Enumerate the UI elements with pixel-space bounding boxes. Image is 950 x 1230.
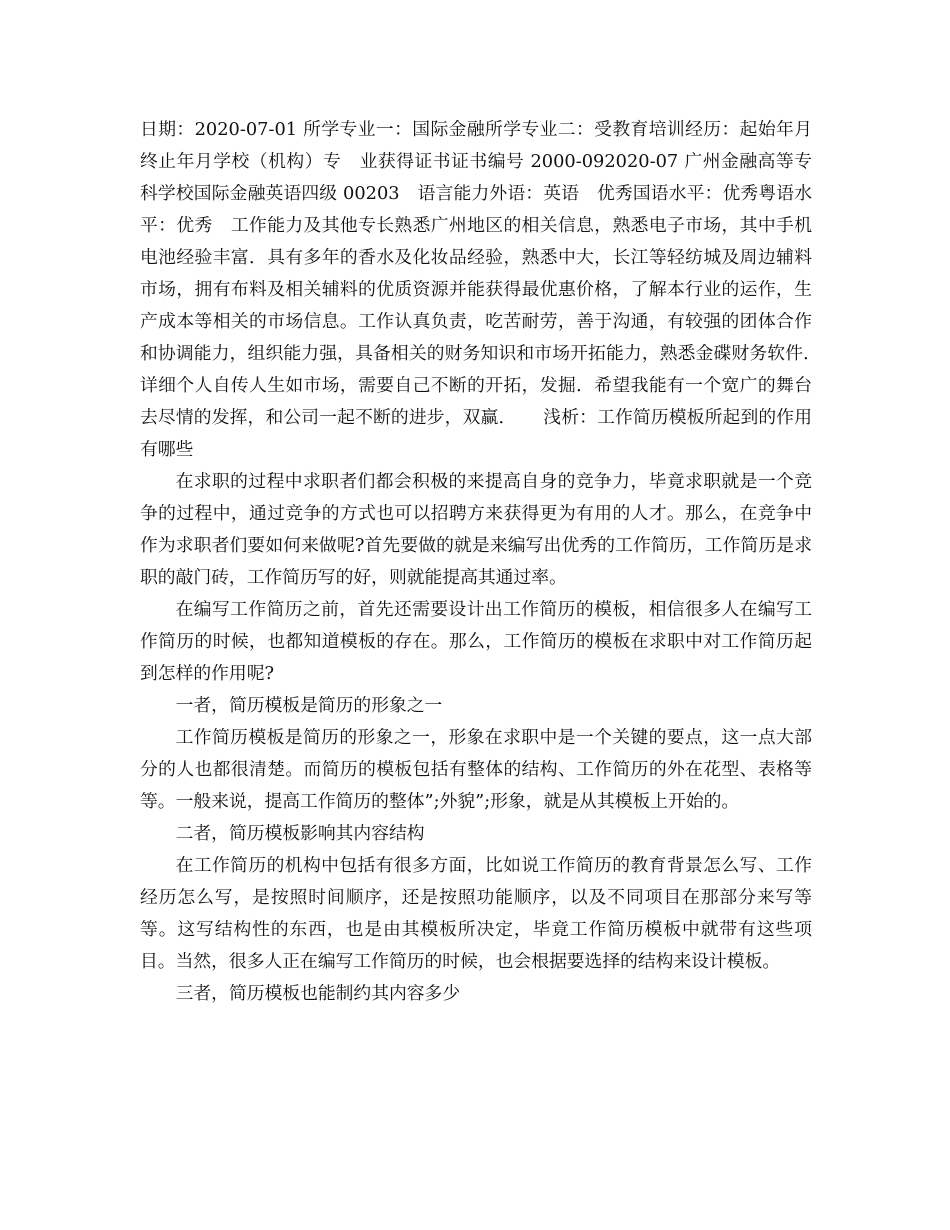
section-body-1: 工作简历模板是简历的形象之一，形象在求职中是一个关键的要点，这一点大部分的人也都很清楚。而简历的模板包括有整体的结构、工作简历的外在花型、表格等等。一般来说，提高工作简历的整体”;外貌”;形象，就是从其模板上开始的。 [140, 727, 812, 812]
intro-paragraph-1: 在求职的过程中求职者们都会积极的来提高自身的竞争力，毕竟求职就是一个竞争的过程中，通过竞争的方式也可以招聘方来获得更为有用的人才。那么，在竞争中作为求职者们要如何来做呢?首先要做的就是来编写出优秀的工作简历，工作简历是求职的敲门砖，工作简历写的好，则就能提高其通过率。 [140, 471, 812, 588]
section-heading-1: 一者，简历模板是简历的形象之一 [175, 695, 443, 716]
intro-paragraph-2: 在编写工作简历之前，首先还需要设计出工作简历的模板，相信很多人在编写工作简历的时候，也都知道模板的存在。那么，工作简历的模板在求职中对工作简历起到怎样的作用呢? [140, 599, 812, 684]
section-heading-2: 二者，简历模板影响其内容结构 [175, 823, 425, 844]
document-body [140, 114, 830, 1010]
section-body-2: 在工作简历的机构中包括有很多方面，比如说工作简历的教育背景怎么写、工作经历怎么写，是按照时间顺序，还是按照功能顺序，以及不同项目在那部分来写等等。这写结构性的东西，也是由其模板所决定，毕竟工作简历模板中就带有这些项目。当然，很多人正在编写工作简历的时候，也会根据要选择的结构来设计模板。 [140, 855, 812, 972]
section-heading-3: 三者，简历模板也能制约其内容多少 [175, 983, 461, 1004]
profile-paragraph: 日期：2020-07-01 所学专业一：国际金融所学专业二：受教育培训经历：起始年月终止年月学校（机构）专 业获得证书证书编号 2000-092020-07 广州金融高等专科学校国际金融英语四级 00203 语言能力外语：英语 优秀国语水平：优秀粤语水平：优秀 工作能力及其他专长熟悉广州地区的相关信息，熟悉电子市场，其中手机电池经验丰富．具有多年的香水及化妆品经验，熟悉中大，长江等轻纺城及周边辅料市场，拥有布料及相关辅料的优质资源并能获得最优惠价格，了解本行业的运作，生产成本等相关的市场信息。工作认真负责，吃苦耐劳，善于沟通，有较强的团体合作和协调能力，组织能力强，具备相关的财务知识和市场开拓能力，熟悉金碟财务软件． 详细个人自传人生如市场，需要自己不断的开拓，发掘．希望我能有一个宽广的舞台去尽情的发挥，和公司一起不断的进步，双赢． 浅析：工作简历模板所起到的作用有哪些 [140, 119, 830, 460]
